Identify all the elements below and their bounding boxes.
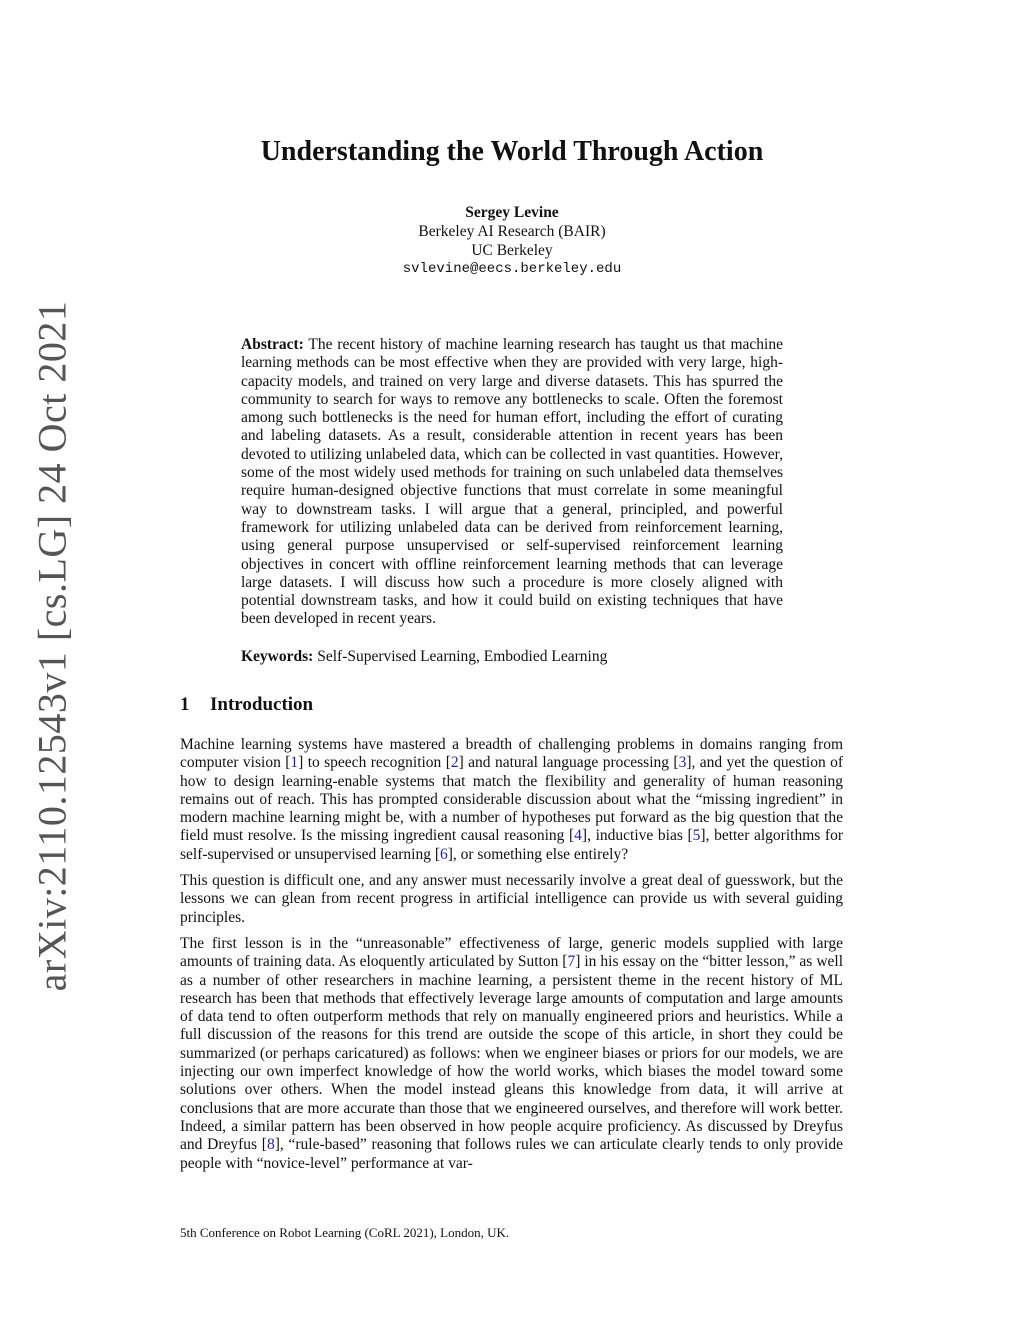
abstract-text: The recent history of machine learning research has taught us that machine learning methods can be most effective when they are provided with very large, high-capacity models, and trained on very large and diverse datasets. This has spurred the community to search for ways to remove any bottlenecks to scale. Often the foremost among such bottlenecks is the need for human effort, including the effort of curating and labeling datasets. As a result, considerable attention in recent years has been devoted to utilizing unlabeled data, which can be collected in vast quantities. However, some of the most widely used methods for training on such unlabeled data themselves require human-designed objective functions that must correlate in some meaningful way to downstream tasks. I will argue that a general, principled, and powerful framework for utilizing unlabeled data can be derived from reinforcement learning, using general purpose unsupervised or self-supervised reinforcement learning objectives in concert with offline reinforcement learning methods that can leverage large datasets. I will discuss how such a procedure is more closely aligned with potential downstream tasks, and how it could build on existing techniques that have been developed in recent years. bbox=[241, 336, 783, 628]
paragraph-text: ], inductive bias [ bbox=[581, 827, 693, 845]
paragraph-text: ] and natural language processing [ bbox=[458, 754, 679, 772]
keywords-label: Keywords: bbox=[241, 648, 314, 665]
conference-footer: 5th Conference on Robot Learning (CoRL 2021), London, UK. bbox=[180, 1225, 510, 1240]
author-block bbox=[180, 203, 844, 279]
paragraph-text: ], better algorithms for self-supervised or unsupervised learning [ bbox=[180, 827, 843, 863]
section-heading-introduction bbox=[180, 694, 313, 716]
citation-link[interactable]: 3 bbox=[678, 754, 687, 772]
author-email[interactable]: svlevine@eecs.berkeley.edu bbox=[402, 261, 622, 277]
paragraph-3 bbox=[180, 935, 843, 1173]
paragraph-1 bbox=[180, 736, 843, 864]
citation-link[interactable]: 8 bbox=[266, 1136, 275, 1154]
section-body bbox=[180, 736, 843, 1181]
paper-title: Understanding the World Through Action bbox=[260, 136, 764, 167]
paragraph-2: This question is difficult one, and any answer must necessarily involve a great deal of guesswork, but the lessons we can glean from recent progress in artificial intelligence can provide us with several guiding principles. bbox=[180, 872, 843, 926]
paragraph-text: ], “rule-based” reasoning that follows rules we can articulate clearly tends to only provide people with “novice-level” performance at var- bbox=[180, 1136, 843, 1172]
paragraph-text: ] in his essay on the “bitter lesson,” as well as a number of other researchers in machine learning, a persistent theme in the recent history of ML research has been that methods that effectively leverage large amounts of computation and large amounts of data tend to often outperform methods that rely on manually engineered priors and heuristics. While a full discussion of the reasons for this trend are outside the scope of this article, in short they could be summarized (or perhaps caricatured) as follows: when we engineer biases or priors for our models, we are injecting our own imperfect knowledge of how the world works, which biases the model toward some solutions over others. When the model instead gleans this knowledge from data, it will arrive at conclusions that are more accurate than those that we engineered ourselves, and therefore will work better. Indeed, a similar pattern has been observed in how people acquire proficiency. As discussed by Dreyfus and Dreyfus [ bbox=[180, 953, 844, 1154]
citation-link[interactable]: 5 bbox=[692, 827, 701, 845]
citation-link[interactable]: 4 bbox=[574, 827, 582, 845]
paragraph-text: ], and yet the question of how to design learning-enable systems that match the flexibility and generality of human reasoning remains out of reach. This has prompted considerable discussion about what the “missing ingredient” in modern machine learning might be, with a number of hypotheses put forward as the big question that the field must resolve. Is the missing ingredient causal reasoning [ bbox=[180, 754, 844, 845]
paragraph-text: Machine learning systems have mastered a breadth of challenging problems in domains ranging from computer vision [ bbox=[180, 736, 843, 772]
author-affiliation-1: Berkeley AI Research (BAIR) bbox=[418, 223, 606, 240]
citation-link[interactable]: 6 bbox=[439, 845, 448, 863]
author-name: Sergey Levine bbox=[465, 204, 559, 221]
abstract bbox=[241, 336, 783, 629]
abstract-label: Abstract: bbox=[241, 336, 304, 353]
section-number: 1 bbox=[180, 694, 190, 715]
arxiv-identifier: arXiv:2110.12543v1 [cs.LG] 24 Oct 2021 bbox=[29, 300, 75, 992]
keywords-text: Self-Supervised Learning, Embodied Learning bbox=[317, 648, 608, 665]
keywords bbox=[241, 648, 783, 666]
author-affiliation-2: UC Berkeley bbox=[471, 242, 553, 259]
citation-link[interactable]: 2 bbox=[450, 754, 459, 772]
paragraph-text: The first lesson is in the “unreasonable” effectiveness of large, generic models supplied with large amounts of training data. As eloquently articulated by Sutton [ bbox=[180, 934, 843, 971]
citation-link[interactable]: 7 bbox=[567, 953, 576, 971]
section-title: Introduction bbox=[210, 694, 314, 715]
paragraph-text: ], or something else entirely? bbox=[447, 845, 629, 863]
paragraph-text: ] to speech recognition [ bbox=[298, 754, 451, 772]
citation-link[interactable]: 1 bbox=[290, 754, 299, 772]
